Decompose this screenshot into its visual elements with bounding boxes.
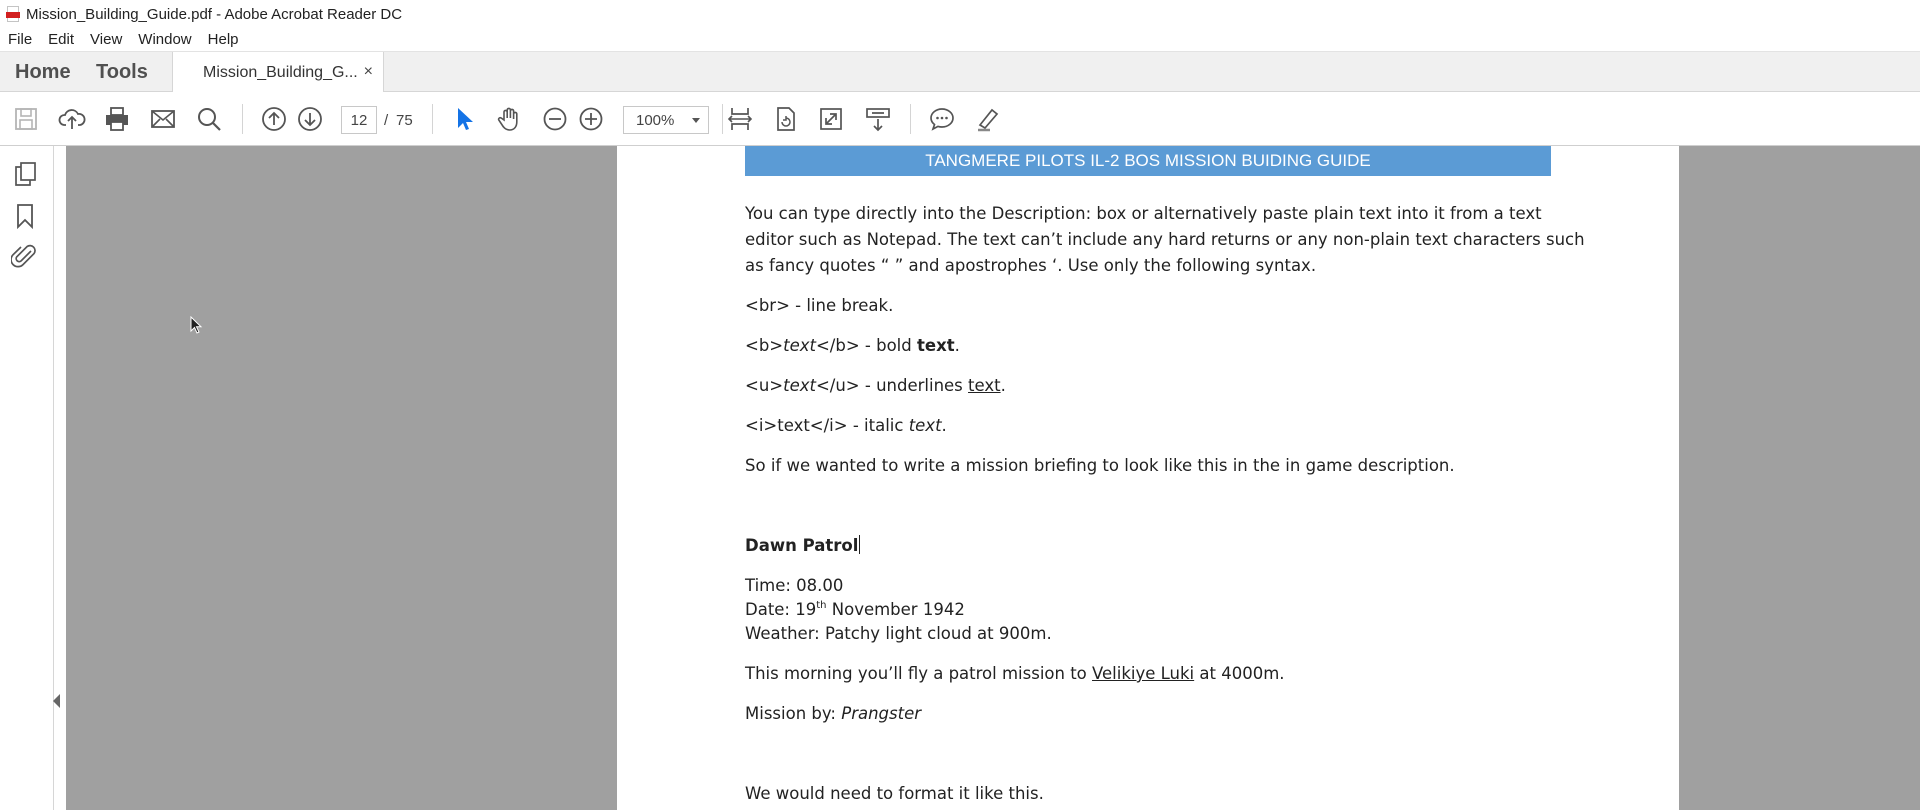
zoom-in-icon[interactable] bbox=[577, 105, 605, 133]
pdf-page[interactable] bbox=[617, 146, 1679, 810]
paragraph-line: editor such as Notepad. The text can’t include any hard returns or any non-plain text characters such bbox=[745, 230, 1585, 249]
chevron-down-icon bbox=[692, 118, 700, 123]
search-icon[interactable] bbox=[195, 105, 223, 133]
upload-icon[interactable] bbox=[58, 105, 86, 133]
page-down-icon[interactable] bbox=[296, 105, 324, 133]
acrobat-pdf-icon bbox=[6, 6, 20, 23]
zoom-out-icon[interactable] bbox=[541, 105, 569, 133]
document-header: TANGMERE PILOTS IL-2 BOS MISSION BUIDING GUIDE bbox=[745, 146, 1551, 176]
tab-home[interactable]: Home bbox=[15, 60, 71, 83]
select-tool-icon[interactable] bbox=[450, 105, 478, 133]
page-total: 75 bbox=[396, 111, 413, 129]
highlight-icon[interactable] bbox=[974, 105, 1002, 133]
collapse-pane-icon[interactable] bbox=[53, 694, 60, 708]
location-link: Velikiye Luki bbox=[1092, 664, 1195, 683]
print-icon[interactable] bbox=[103, 105, 131, 133]
menu-window[interactable]: Window bbox=[138, 31, 192, 48]
briefing-intro-line: So if we wanted to write a mission briefing to look like this in the in game description. bbox=[745, 456, 1455, 475]
toolbar bbox=[0, 92, 1920, 146]
morning-line: This morning you’ll fly a patrol mission to Velikiye Luki at 4000m. bbox=[745, 664, 1285, 683]
date-line: Date: 19th November 1942 bbox=[745, 600, 965, 619]
text-caret bbox=[859, 535, 860, 554]
zoom-level-select[interactable] bbox=[623, 106, 709, 134]
fullscreen-icon[interactable] bbox=[817, 105, 845, 133]
mouse-cursor-icon bbox=[190, 316, 204, 336]
underline-syntax-line: <u>text</u> - underlines text. bbox=[745, 376, 1006, 395]
bold-syntax-line: <b>text</b> - bold text. bbox=[745, 336, 960, 355]
zoom-level-value: 100% bbox=[636, 111, 675, 129]
menu-bar bbox=[0, 28, 1920, 52]
fit-page-icon[interactable] bbox=[726, 105, 754, 133]
br-syntax-line: <br> - line break. bbox=[745, 296, 894, 315]
email-icon[interactable] bbox=[149, 105, 177, 133]
menu-view[interactable]: View bbox=[90, 31, 123, 48]
read-mode-icon[interactable] bbox=[864, 105, 892, 133]
title-bar bbox=[0, 0, 1920, 28]
paragraph-line: as fancy quotes “ ” and apostrophes ‘. Use only the following syntax. bbox=[745, 256, 1317, 275]
menu-edit[interactable]: Edit bbox=[48, 31, 75, 48]
paragraph-line: You can type directly into the Description: box or alternatively paste plain text into it from a text bbox=[745, 204, 1542, 223]
rotate-icon[interactable] bbox=[772, 105, 800, 133]
menu-file[interactable]: File bbox=[8, 31, 33, 48]
page-number-input[interactable]: 12 bbox=[341, 106, 377, 134]
save-icon[interactable] bbox=[12, 105, 40, 133]
document-viewport[interactable] bbox=[66, 146, 1920, 810]
comment-icon[interactable] bbox=[928, 105, 956, 133]
weather-line: Weather: Patchy light cloud at 900m. bbox=[745, 624, 1052, 643]
window-title: Mission_Building_Guide.pdf - Adobe Acrobat Reader DC bbox=[26, 5, 403, 23]
menu-help[interactable]: Help bbox=[207, 31, 239, 48]
time-line: Time: 08.00 bbox=[745, 576, 844, 595]
attachments-icon[interactable] bbox=[11, 242, 39, 270]
tab-document[interactable] bbox=[172, 52, 384, 93]
tab-tools[interactable]: Tools bbox=[96, 60, 148, 83]
hand-tool-icon[interactable] bbox=[495, 105, 523, 133]
navigation-pane bbox=[0, 146, 54, 810]
mission-by-line: Mission by: Prangster bbox=[745, 704, 922, 723]
tab-document-label: Mission_Building_G... bbox=[203, 63, 358, 81]
bookmarks-icon[interactable] bbox=[11, 202, 39, 230]
mission-title: Dawn Patrol bbox=[745, 536, 859, 555]
italic-syntax-line: <i>text</i> - italic text. bbox=[745, 416, 947, 435]
close-tab-icon[interactable]: × bbox=[363, 63, 373, 80]
tab-bar bbox=[0, 52, 1920, 92]
page-up-icon[interactable] bbox=[260, 105, 288, 133]
format-line: We would need to format it like this. bbox=[745, 784, 1044, 803]
page-separator: / bbox=[384, 111, 389, 129]
page-thumbnails-icon[interactable] bbox=[11, 160, 39, 188]
